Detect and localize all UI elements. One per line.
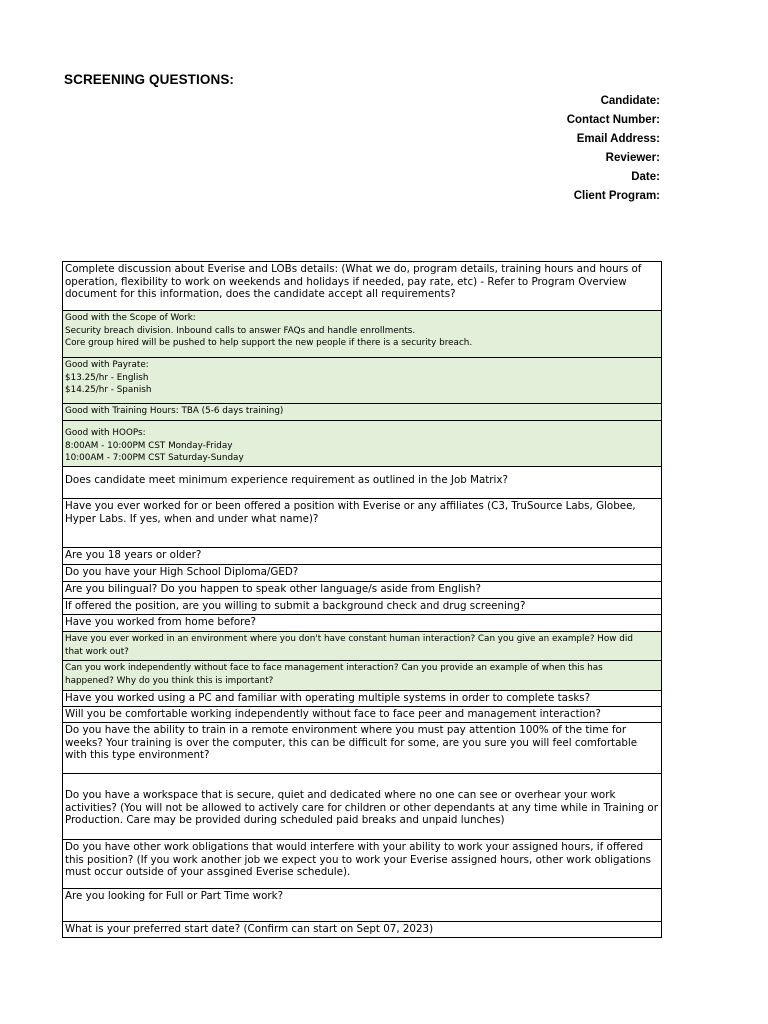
hoops-cell: Good with HOOPs: 8:00AM - 10:00PM CST Monday-Friday 10:00AM - 7:00PM CST Saturday-Sunday — [63, 421, 662, 467]
page-title: SCREENING QUESTIONS: — [64, 72, 235, 87]
scope-of-work-cell: Good with the Scope of Work: Security breach division. Inbound calls to answer FAQs and handle enrollments. Core group hired will be pushed to help support the new people if there is a security breach. — [63, 311, 662, 358]
remote-training-question-cell: Do you have the ability to train in a remote environment where you must pay attention 100% of the time for weeks? Your training is over the computer, this can be difficult for some, are you sure you will feel comfortable with this type environment? — [63, 723, 662, 774]
start-date-question-cell: What is your preferred start date? (Confirm can start on Sept 07, 2023) — [63, 922, 662, 938]
contact-number-label: Contact Number: — [566, 114, 660, 126]
candidate-label: Candidate: — [600, 95, 660, 107]
age-question-cell: Are you 18 years or older? — [63, 548, 662, 565]
experience-requirement-cell: Does candidate meet minimum experience requirement as outlined in the Job Matrix? — [63, 467, 662, 499]
screening-questions-table — [62, 261, 662, 938]
comfortable-independent-question-cell: Will you be comfortable working independently without face to face peer and management interaction? — [63, 707, 662, 723]
payrate-cell: Good with Payrate: $13.25/hr - English $14.25/hr - Spanish — [63, 358, 662, 404]
affiliate-history-cell: Have you ever worked for or been offered a position with Everise or any affiliates (C3, TruSource Labs, Globee, Hyper Labs. If yes, when and under what name)? — [63, 499, 662, 548]
full-part-time-question-cell: Are you looking for Full or Part Time work? — [63, 889, 662, 922]
work-from-home-question-cell: Have you worked from home before? — [63, 615, 662, 632]
background-check-question-cell: If offered the position, are you willing to submit a background check and drug screening? — [63, 599, 662, 615]
reviewer-label: Reviewer: — [605, 152, 660, 164]
training-hours-cell: Good with Training Hours: TBA (5-6 days training) — [63, 404, 662, 421]
question-cell-program-discussion: Complete discussion about Everise and LOBs details: (What we do, program details, training hours and hours of operation, flexibility to work on weekends and holidays if needed, pay rate, etc) - Refer to Program Overview document for this information, does the candidate accept all requirements? — [63, 262, 662, 311]
pc-systems-question-cell: Have you worked using a PC and familiar with operating multiple systems in order to complete tasks? — [63, 691, 662, 707]
human-interaction-question-cell: Have you ever worked in an environment where you don't have constant human interaction? Can you give an example? How did that work out? — [63, 632, 662, 661]
bilingual-question-cell: Are you bilingual? Do you happen to speak other language/s aside from English? — [63, 582, 662, 599]
email-address-label: Email Address: — [576, 133, 660, 145]
diploma-question-cell: Do you have your High School Diploma/GED? — [63, 565, 662, 582]
date-label: Date: — [631, 171, 660, 183]
client-program-label: Client Program: — [573, 190, 660, 202]
workspace-question-cell: Do you have a workspace that is secure, quiet and dedicated where no one can see or overhear your work activities? (You will not be allowed to actively care for children or other dependants at any time while in Training or Production. Care may be provided during scheduled paid breaks and unpaid lunches) — [63, 774, 662, 840]
other-obligations-question-cell: Do you have other work obligations that would interfere with your ability to work your assigned hours, if offered this position? (If you work another job we expect you to work your Everise assigned hours, other work obligations must occur outside of your assgined Everise schedule). — [63, 840, 662, 889]
independent-work-question-cell: Can you work independently without face to face management interaction? Can you provide an example of when this has happened? Why do you think this is important? — [63, 661, 662, 691]
candidate-info-fields — [567, 94, 660, 208]
